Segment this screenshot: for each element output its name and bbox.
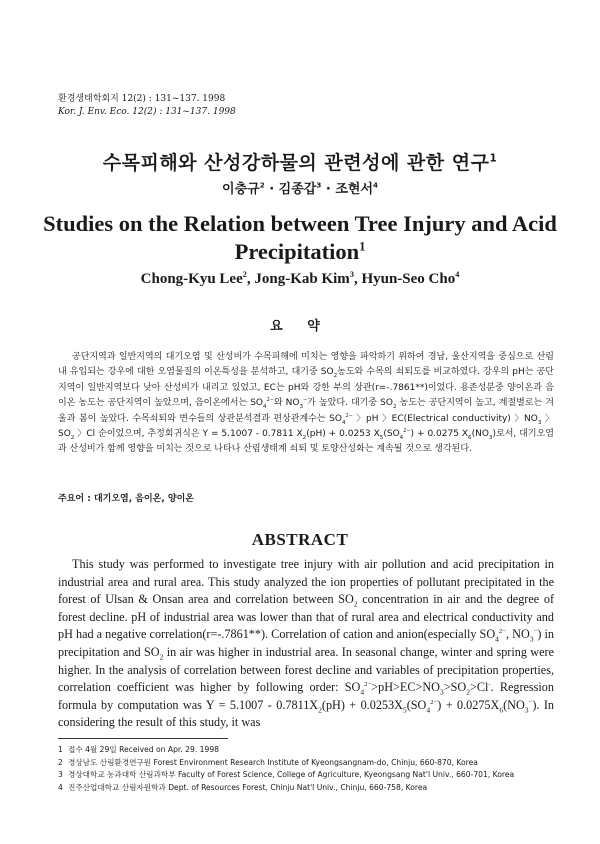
summary-text: 〉SO — [58, 413, 554, 440]
footnote-number: 4 — [58, 782, 63, 792]
summary-text: 가 높았다. 대기중 SO — [307, 398, 393, 409]
title-korean — [0, 148, 600, 175]
abstract-text: ) + 0.0275X — [437, 697, 500, 712]
subscript: 2 — [466, 687, 470, 697]
subscript: 5 — [379, 434, 384, 441]
abstract-text: concentration in air and the degree of forest decline. pH of industrial area was lower than that of rural area and electrical conductivity and pH had a negative correlation(r=-.7861**). Correlation of cation and anion(especially SO — [58, 592, 554, 642]
summary-text: 농도는 공단지역이 높고, 계절별로는 겨울과 봄이 높았다. 수목쇠퇴와 변수들의 상관분석결과 편상관계수는 SO — [58, 398, 554, 424]
abstract-text: in air was higher in industrial area. In seasonal change, winter and spring were higher. In the analysis of correlation between forest decline and variables of precipitation properties, correlation coefficient was higher by following order: SO — [58, 644, 554, 695]
summary-text: 공단지역과 일반지역의 대기오염 및 산성비가 수목피해에 미치는 영향을 파악하기 위하여 경남, 울산지역을 중심으로 산림내 유입되는 강우에 대한 오염물질의 이온특성을 분석하고, 대기중 SO — [58, 352, 554, 378]
footnote-2 — [58, 757, 554, 770]
authors-korean — [0, 178, 600, 197]
superscript: 2− — [430, 698, 438, 706]
footnote-number: 1 — [58, 745, 63, 754]
footnote-1 — [58, 744, 554, 757]
abstract-english — [58, 556, 554, 732]
author-en-3-mark: 4 — [455, 270, 460, 279]
abstract-text: ) in precipitation and SO — [58, 627, 554, 659]
author-kr-2: 김종갑 — [278, 182, 317, 197]
journal-citation — [58, 93, 236, 119]
abstract-text: >Cl — [469, 680, 489, 695]
subscript: 4 — [399, 434, 404, 441]
author-en-separator: , — [246, 271, 255, 287]
subscript: 2 — [318, 705, 322, 715]
footnote-text: 경상대학교 농과대학 산림과학부 Faculty of Forest Science, College of Agriculture, Kyeongsang Nat'l Univ., 660-701, Korea — [68, 770, 515, 780]
title-english — [30, 210, 570, 266]
subscript: 4 — [426, 705, 431, 715]
summary-text: )로서, 대기오염과 산성비가 함께 영향을 미치는 것으로 나타나 산림생태계 쇠퇴 및 토양산성화는 계속될 것으로 생각된다. — [58, 429, 554, 455]
superscript: − — [533, 628, 538, 636]
subscript: 2 — [302, 434, 307, 441]
subscript: 6 — [468, 434, 472, 441]
subscript: 5 — [402, 705, 407, 715]
summary-text: 〉pH 〉EC(Electrical conductivity) 〉NO — [352, 413, 538, 424]
superscript: 2− — [266, 397, 274, 404]
summary-text: (NO — [471, 429, 489, 440]
summary-text: (SO — [383, 429, 400, 440]
superscript: − — [528, 698, 533, 706]
footnote-number: 2 — [58, 757, 63, 767]
subscript: 4 — [495, 634, 499, 644]
abstract-text: , NO — [506, 627, 530, 642]
title-english-line2: Precipitation — [234, 239, 360, 264]
subscript: 2 — [159, 652, 164, 662]
author-kr-1-mark: 2 — [259, 180, 265, 190]
subscript: 2 — [70, 434, 75, 441]
footnote-divider — [58, 738, 228, 739]
summary-heading: 요 약 — [270, 319, 330, 334]
footnote-3 — [58, 769, 554, 782]
subscript: 3 — [488, 434, 493, 441]
author-en-1-mark: 2 — [242, 270, 247, 279]
author-kr-1: 이충규 — [222, 182, 260, 197]
author-en-2: Jong-Kab Kim — [254, 271, 350, 287]
journal-citation-en: Kor. J. Env. Eco. 12(2) : 131~137. 1998 — [58, 107, 236, 117]
author-kr-3: 조현서 — [335, 182, 374, 197]
author-separator: · — [264, 182, 279, 197]
subscript: 2 — [333, 373, 338, 380]
abstract-text: (SO — [406, 697, 427, 712]
footnote-text: 접수 4월 29일 Received on Apr. 29. 1998 — [68, 745, 219, 754]
title-english-footnote-mark: 1 — [359, 239, 366, 254]
abstract-text: >SO — [443, 680, 467, 695]
footnote-text: 경상남도 산림환경연구원 Forest Environment Research Institute of Kyeongsangnam-do, Chinju, 660-870, Korea — [68, 757, 478, 767]
author-en-3: Hyun-Seo Cho — [361, 271, 456, 287]
keywords-korean: 주요어 : 대기오염, 음이온, 양이온 — [58, 494, 194, 504]
abstract-text: >pH>EC>NO — [371, 680, 440, 695]
author-kr-3-mark: 4 — [373, 180, 378, 190]
summary-korean-paragraph — [58, 350, 554, 458]
author-kr-2-mark: 3 — [316, 180, 322, 190]
journal-citation-kr: 환경생태학회지 12(2) : 131~137. 1998 — [58, 94, 226, 104]
summary-text: (pH) + 0.0253 X — [306, 429, 380, 440]
abstract-text: ). In considering the result of this study, it was — [58, 697, 554, 730]
superscript: 2− — [403, 428, 411, 435]
footnotes — [58, 744, 554, 794]
abstract-text: (NO — [503, 697, 525, 712]
superscript: 2− — [345, 412, 353, 419]
author-en-1: Chong-Kyu Lee — [140, 271, 243, 287]
summary-text: 〉Cl 순이었으며, 추정회귀식은 Y = 5.1007 - 0.7811 X — [74, 429, 303, 440]
subscript: 3 — [439, 687, 444, 697]
subscript: 3 — [529, 634, 534, 644]
author-separator: · — [321, 182, 336, 197]
title-english-line1: Studies on the Relation between Tree Injury and Acid — [43, 211, 557, 236]
abstract-text: . Regression formula by computation was Y = 5.1007 - 0.7811X — [58, 680, 554, 712]
authors-english — [0, 271, 600, 288]
subscript: 2 — [353, 599, 358, 609]
subscript: 4 — [341, 419, 346, 426]
subscript: 3 — [524, 705, 529, 715]
footnote-text: 진주산업대학교 산림자원학과 Dept. of Resources Forest, Chinju Nat'l Univ., Chinju, 660-758, Korea — [68, 782, 428, 792]
subscript: 6 — [499, 705, 504, 715]
subscript: 4 — [263, 404, 267, 411]
subscript: 2 — [392, 404, 397, 411]
footnote-4 — [58, 782, 554, 795]
abstract-text: This study was performed to investigate tree injury with air pollution and acid precipitation in industrial area and rural area. This study analyzed the ion properties of pollutant precipitated in the forest of Ulsan & Onsan area and correlation between SO — [58, 557, 554, 607]
superscript: - — [488, 681, 491, 689]
summary-text: 와 NO — [273, 398, 300, 409]
author-en-2-mark: 3 — [349, 270, 354, 279]
summary-korean — [58, 350, 554, 458]
title-korean-text: 수목피해와 산성강하물의 관련성에 관한 연구 — [102, 152, 490, 174]
superscript: 2− — [364, 681, 372, 689]
author-en-separator: , — [353, 271, 362, 287]
title-korean-footnote-mark: 1 — [489, 152, 498, 165]
abstract-paragraph — [58, 556, 554, 732]
summary-text: 농도와 수목의 쇠퇴도를 비교하였다. 강우의 pH는 공단지역이 일반지역보다 낮아 산성비가 내리고 있었고, EC는 pH와 강한 부의 상관(r=-.7861**)이었다. 용존성분중 양이온과 음이온 농도는 공단지역이 높았으며, 음이온에서는 SO — [58, 367, 554, 409]
footnote-number: 3 — [58, 770, 63, 780]
superscript: 2− — [498, 628, 507, 636]
subscript: 3 — [299, 404, 304, 411]
superscript: − — [303, 397, 308, 404]
abstract-heading: ABSTRACT — [251, 530, 349, 549]
subscript: 4 — [360, 687, 365, 697]
abstract-text: (pH) + 0.0253X — [321, 697, 403, 712]
summary-text: ) + 0.0275 X — [410, 429, 469, 440]
subscript: 3 — [537, 419, 542, 426]
